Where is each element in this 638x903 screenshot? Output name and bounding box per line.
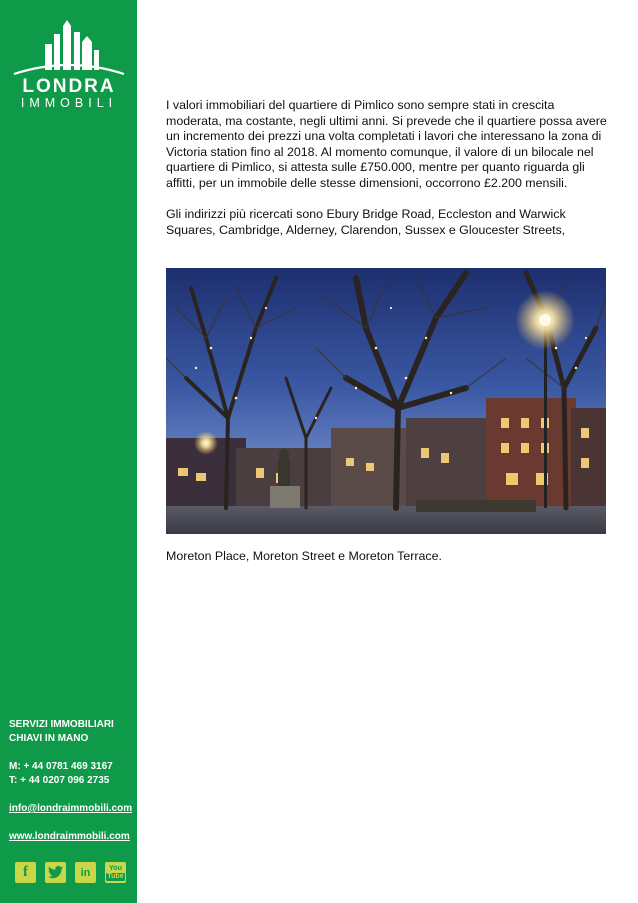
evening-square-illustration — [166, 268, 606, 534]
article-paragraph-1: I valori immobiliari del quartiere di Pimlico sono sempre stati in crescita moderata, ma costante, negli ultimi anni. Si prevede che il quartiere possa avere un incremento dei prezzi una volta completati i lavori che interessano la zona di Victoria station fino al 2018. Al momento comunque, il valore di un bilocale nel quartiere di Pimlico, si attesta sulle £750.000, mentre per quanto riguarda gli affitti, per un immobile delle stesse dimensioni, occorrono £2.200 mensili. — [166, 98, 607, 190]
facebook-icon[interactable] — [15, 862, 36, 883]
facebook-label: f — [23, 864, 28, 880]
services-line-2: CHIAVI IN MANO — [9, 733, 89, 744]
phone-number: T: + 44 0207 096 2735 — [9, 775, 110, 786]
youtube-icon[interactable] — [105, 862, 126, 883]
skyline-icon — [8, 20, 130, 80]
sidebar — [0, 0, 137, 903]
website-link[interactable]: www.londraimmobili.com — [9, 831, 130, 842]
linkedin-label: in — [80, 866, 91, 879]
social-links — [15, 862, 126, 883]
services-line-1: SERVIZI IMMOBILIARI — [9, 719, 114, 730]
twitter-icon[interactable] — [45, 862, 66, 883]
youtube-label-you: You — [109, 864, 122, 872]
contact-block — [9, 718, 134, 844]
email-link[interactable]: info@londraimmobili.com — [9, 803, 133, 814]
photo-caption: Moreton Place, Moreton Street e Moreton Terrace. — [166, 549, 442, 563]
logo-title: LONDRA — [22, 76, 116, 97]
article-body — [166, 98, 611, 254]
pimlico-square-photo — [166, 268, 606, 534]
article-paragraph-2: Gli indirizzi più ricercati sono Ebury Bridge Road, Eccleston and Warwick Squares, Cambridge, Alderney, Clarendon, Sussex e Gloucester Streets, — [166, 207, 566, 237]
logo-subtitle: IMMOBILI — [20, 96, 118, 110]
londra-immobili-logo[interactable] — [8, 20, 130, 115]
youtube-label-tube: Tube — [107, 872, 124, 880]
mobile-number: M: + 44 0781 469 3167 — [9, 761, 113, 772]
linkedin-icon[interactable] — [75, 862, 96, 883]
